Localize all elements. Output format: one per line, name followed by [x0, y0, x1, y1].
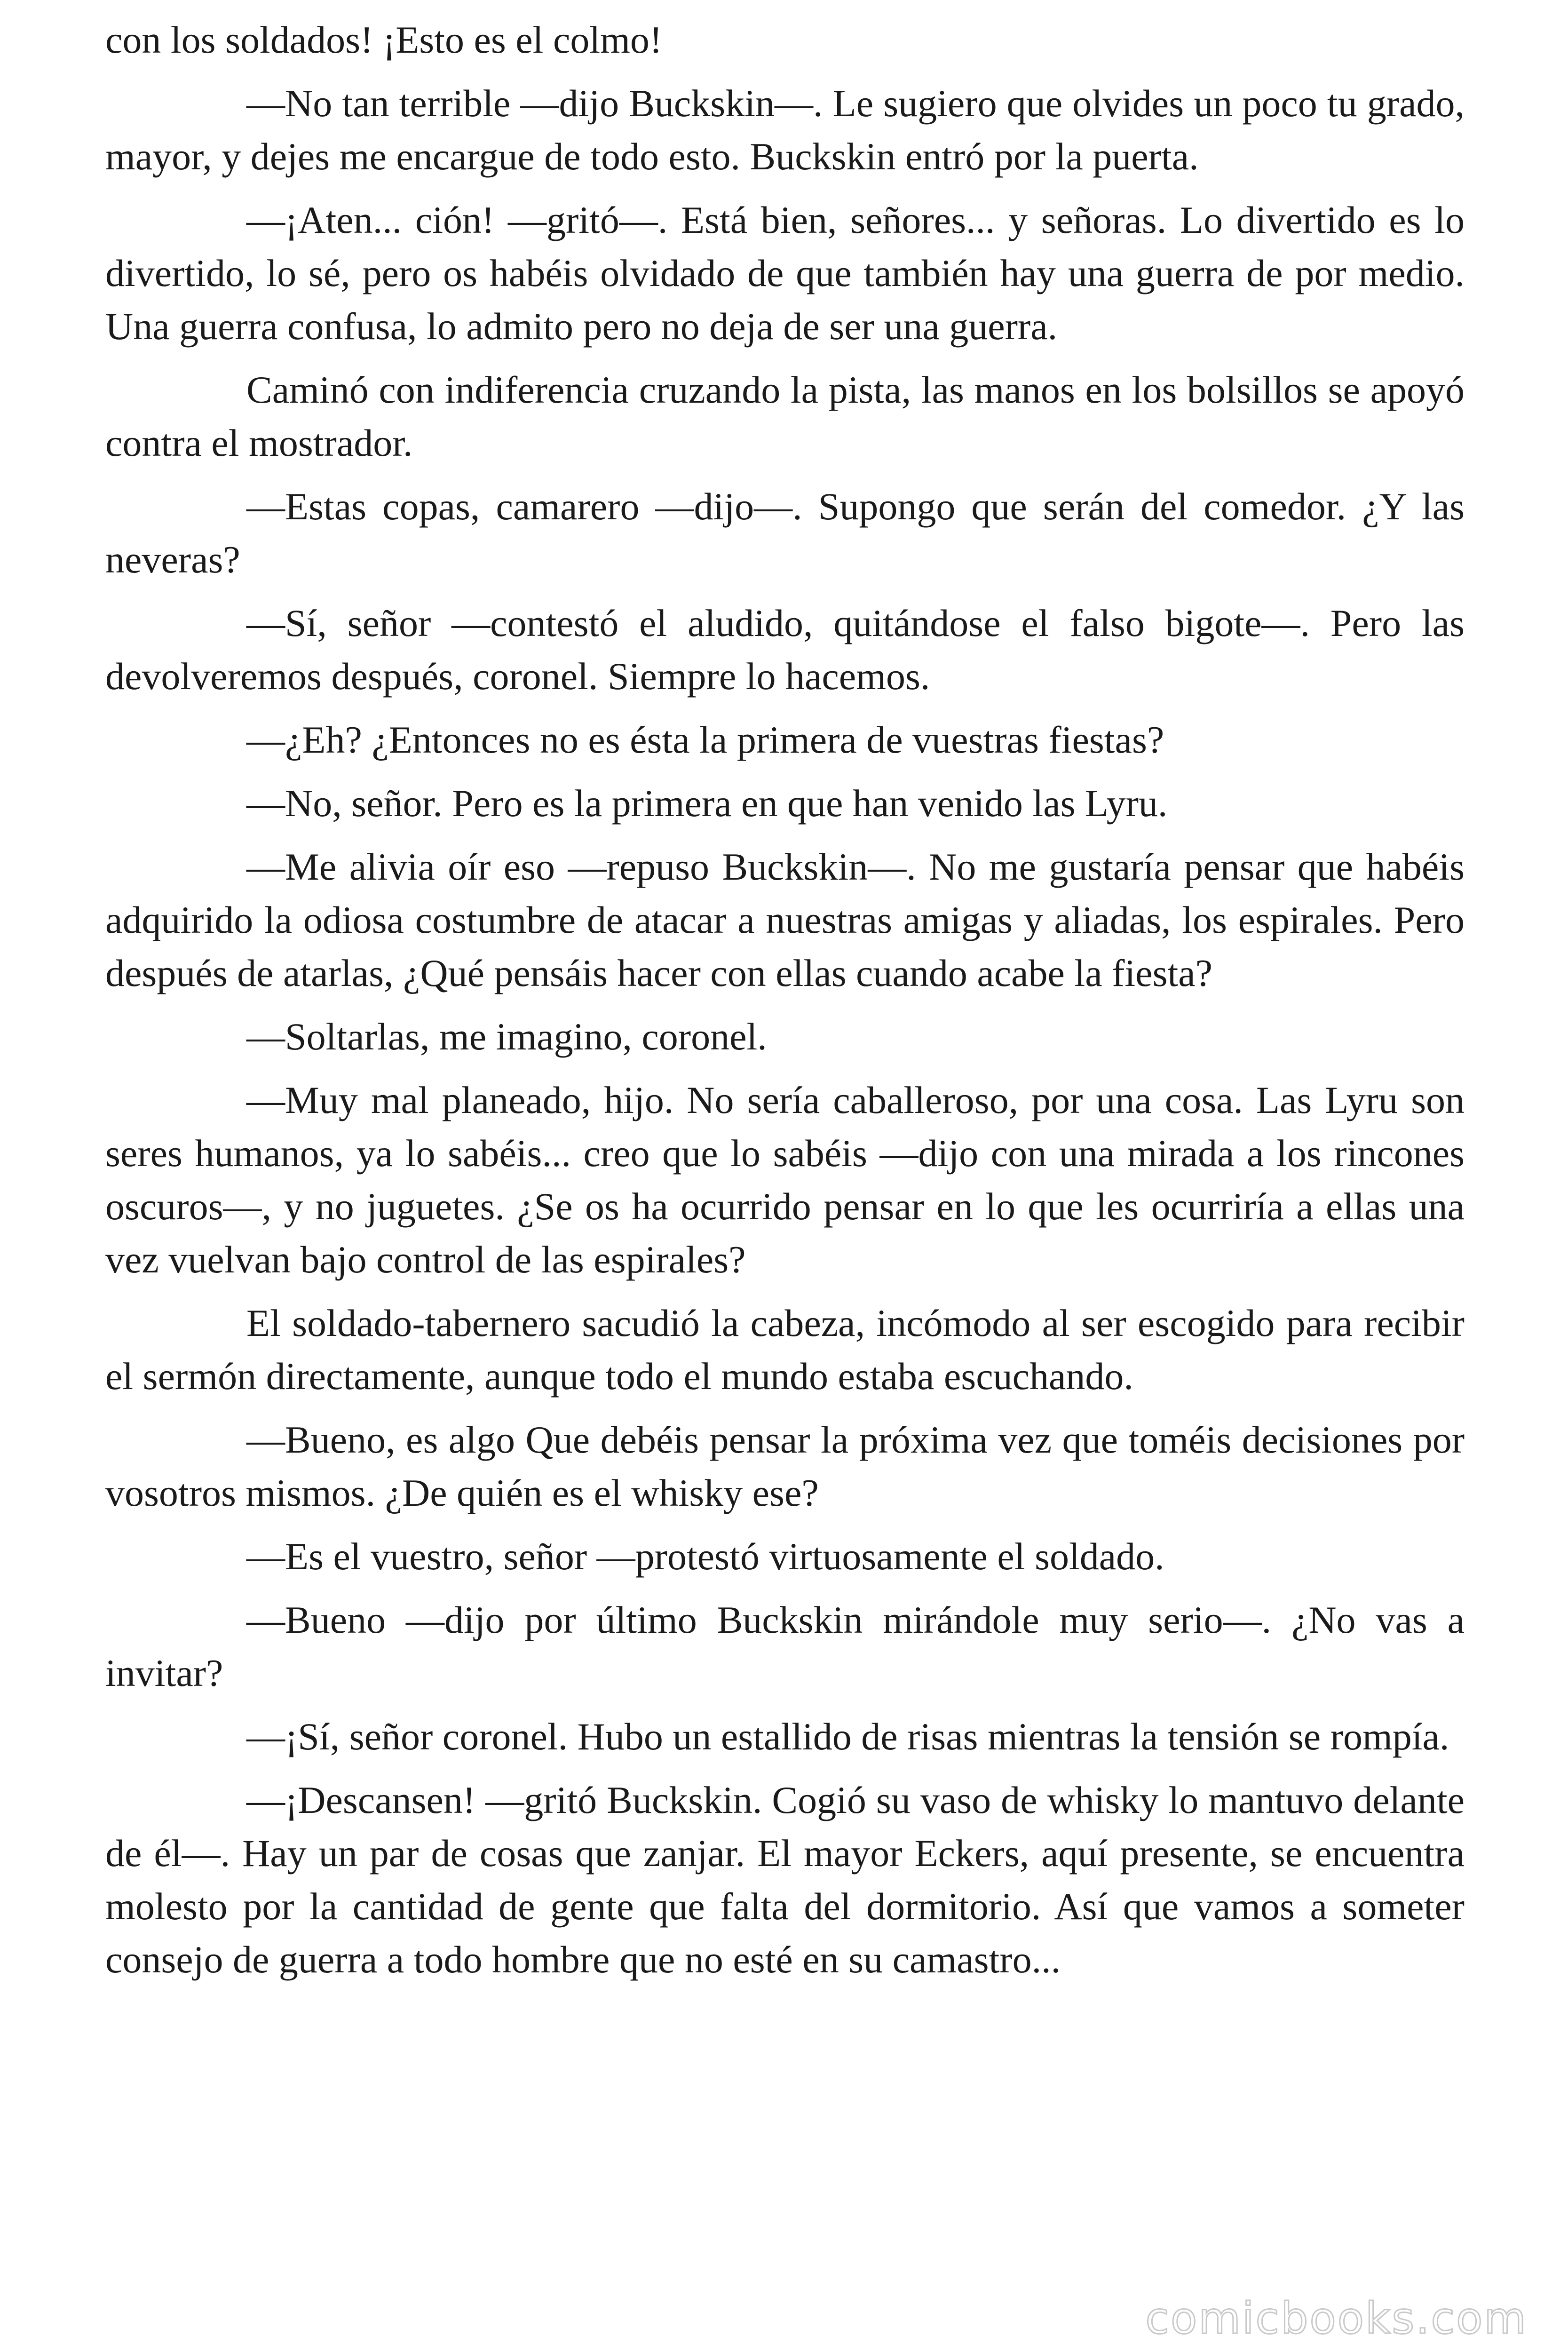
paragraph-7: —¿Eh? ¿Entonces no es ésta la primera de vuestras fiestas? — [246, 718, 1164, 761]
paragraph-1: con los soldados! ¡Esto es el colmo! — [105, 18, 663, 61]
paragraph-5: —Estas copas, camarero —dijo—. Supongo que serán del comedor. ¿Y las neveras? — [105, 485, 1465, 581]
paragraph-17: —¡Descansen! —gritó Buckskin. Cogió su vaso de whisky lo mantuvo delante de él—. Hay un par de cosas que zanjar. El mayor Eckers, aquí presente, se encuentra molesto por la cantidad de gente que falta del dormitorio. Así que vamos a someter consejo de guerra a todo hombre que no esté en su camastro... — [105, 1779, 1465, 1981]
paragraph-11: —Muy mal planeado, hijo. No sería caballeroso, por una cosa. Las Lyru son seres humanos, ya lo sabéis... creo que lo sabéis —dijo con una mirada a los rincones oscuros—, y no juguetes. ¿Se os ha ocurrido pensar en lo que les ocurriría a ellas una vez vuelvan bajo control de las espirales? — [105, 1079, 1465, 1281]
paragraph-9: —Me alivia oír eso —repuso Buckskin—. No me gustaría pensar que habéis adquirido la odiosa costumbre de atacar a nuestras amigas y aliadas, los espirales. Pero después de atarlas, ¿Qué pensáis hacer con ellas cuando acabe la fiesta? — [105, 845, 1465, 994]
paragraph-14: —Es el vuestro, señor —protestó virtuosamente el soldado. — [246, 1535, 1164, 1578]
paragraph-8: —No, señor. Pero es la primera en que han venido las Lyru. — [246, 782, 1168, 825]
paragraph-16: —¡Sí, señor coronel. Hubo un estallido de risas mientras la tensión se rompía. — [246, 1715, 1449, 1758]
paragraph-6: —Sí, señor —contestó el aludido, quitándose el falso bigote—. Pero las devolveremos después, coronel. Siempre lo hacemos. — [105, 602, 1465, 698]
paragraph-4: Caminó con indiferencia cruzando la pista, las manos en los bolsillos se apoyó contra el mostrador. — [105, 368, 1465, 464]
paragraph-12: El soldado-tabernero sacudió la cabeza, incómodo al ser escogido para recibir el sermón directamente, aunque todo el mundo estaba escuchando. — [105, 1302, 1465, 1398]
paragraph-2: —No tan terrible —dijo Buckskin—. Le sugiero que olvides un poco tu grado, mayor, y dejes me encargue de todo esto. Buckskin entró por la puerta. — [105, 82, 1465, 178]
paragraph-15: —Bueno —dijo por último Buckskin mirándole muy serio—. ¿No vas a invitar? — [105, 1598, 1465, 1694]
paragraph-13: —Bueno, es algo Que debéis pensar la próxima vez que toméis decisiones por vosotros mismos. ¿De quién es el whisky ese? — [105, 1418, 1465, 1514]
watermark: comicbooks.com — [1145, 2293, 1528, 2344]
page-body — [105, 13, 1465, 1996]
paragraph-3: —¡Aten... ción! —gritó—. Está bien, señores... y señoras. Lo divertido es lo divertido, lo sé, pero os habéis olvidado de que también hay una guerra de por medio. Una guerra confusa, lo admito pero no deja de ser una guerra. — [105, 199, 1465, 348]
paragraph-10: —Soltarlas, me imagino, coronel. — [246, 1015, 767, 1058]
